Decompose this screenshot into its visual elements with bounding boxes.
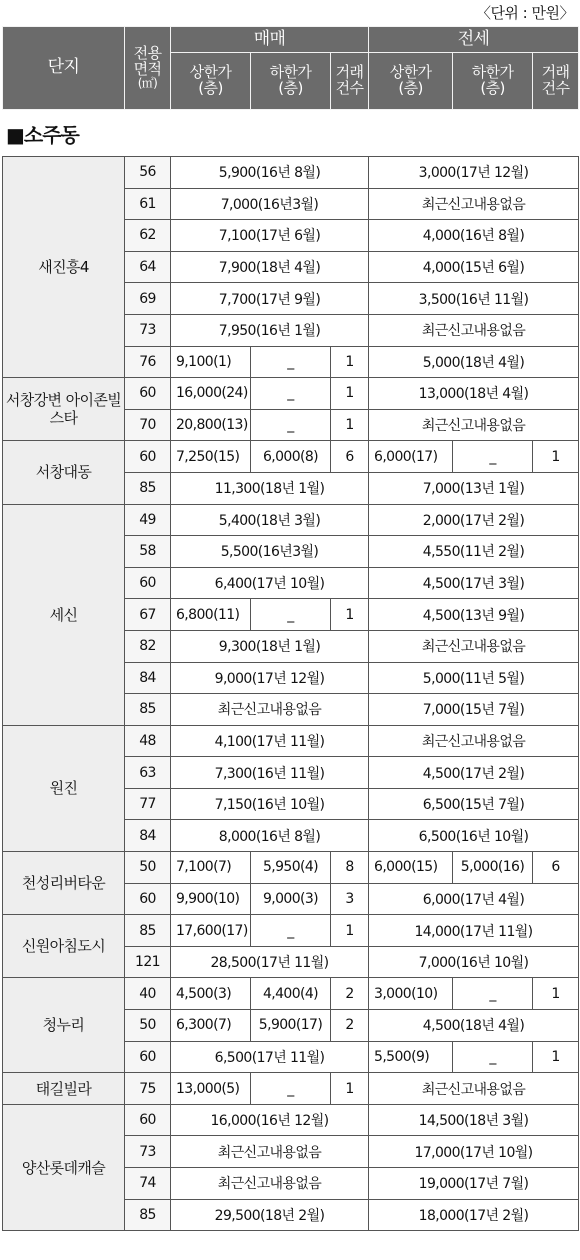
sale-latest-cell: 최근신고내용없음 — [171, 1136, 369, 1168]
sale-lower-cell: _ — [251, 599, 331, 631]
sale-latest-cell: 4,100(17년 11월) — [171, 725, 369, 757]
area-cell: 67 — [125, 599, 171, 631]
area-cell: 58 — [125, 536, 171, 568]
sale-latest-cell: 7,700(17년 9월) — [171, 283, 369, 315]
sale-upper-cell: 7,100(7) — [171, 852, 251, 884]
complex-name: 청누리 — [3, 978, 125, 1073]
sale-latest-cell: 7,000(16년3월) — [171, 188, 369, 220]
header-sale-lower: 하한가 (층) — [251, 53, 331, 110]
complex-name: 새진흥4 — [3, 157, 125, 378]
area-cell: 60 — [125, 1041, 171, 1073]
table-row — [3, 852, 579, 884]
sale-latest-cell: 8,000(16년 8월) — [171, 820, 369, 852]
price-table — [2, 156, 579, 1231]
rent-latest-cell: 4,500(18년 4월) — [369, 1010, 579, 1042]
area-cell: 82 — [125, 630, 171, 662]
area-cell: 48 — [125, 725, 171, 757]
area-cell: 74 — [125, 1168, 171, 1200]
area-cell: 49 — [125, 504, 171, 536]
header-rent-upper: 상한가 (층) — [369, 53, 453, 110]
area-cell: 40 — [125, 978, 171, 1010]
rent-latest-cell: 최근신고내용없음 — [369, 188, 579, 220]
sale-lower-cell: _ — [251, 409, 331, 441]
rent-lower-cell: _ — [453, 978, 533, 1010]
rent-latest-cell: 4,500(13년 9월) — [369, 599, 579, 631]
sale-latest-cell: 6,400(17년 10월) — [171, 567, 369, 599]
sale-latest-cell: 6,500(17년 11월) — [171, 1041, 369, 1073]
area-cell: 75 — [125, 1073, 171, 1105]
sale-latest-cell: 7,100(17년 6월) — [171, 220, 369, 252]
header-complex: 단지 — [3, 27, 125, 110]
area-cell: 69 — [125, 283, 171, 315]
sale-latest-cell: 28,500(17년 11월) — [171, 946, 369, 978]
area-cell: 50 — [125, 1010, 171, 1042]
complex-name: 서창강변 아이존빌스타 — [3, 378, 125, 441]
sale-latest-cell: 11,300(18년 1월) — [171, 472, 369, 504]
sale-count-cell: 1 — [331, 378, 369, 410]
sale-count-cell: 1 — [331, 915, 369, 947]
area-cell: 60 — [125, 883, 171, 915]
area-cell: 85 — [125, 1199, 171, 1231]
area-cell: 76 — [125, 346, 171, 378]
rent-latest-cell: 4,500(17년 3월) — [369, 567, 579, 599]
sale-count-cell: 1 — [331, 409, 369, 441]
area-cell: 60 — [125, 441, 171, 473]
rent-latest-cell: 6,500(15년 7월) — [369, 788, 579, 820]
rent-upper-cell: 5,500(9) — [369, 1041, 453, 1073]
sale-lower-cell: 5,900(17) — [251, 1010, 331, 1042]
header-area: 전용 면적 (㎡) — [125, 27, 171, 110]
complex-name: 신원아침도시 — [3, 915, 125, 978]
rent-latest-cell: 3,000(17년 12월) — [369, 157, 579, 189]
sale-count-cell: 3 — [331, 883, 369, 915]
table-row — [3, 504, 579, 536]
sale-upper-cell: 17,600(17) — [171, 915, 251, 947]
complex-name: 세신 — [3, 504, 125, 725]
rent-upper-cell: 6,000(17) — [369, 441, 453, 473]
sale-count-cell: 1 — [331, 599, 369, 631]
table-row — [3, 157, 579, 189]
sale-latest-cell: 7,300(16년 11월) — [171, 757, 369, 789]
sale-latest-cell: 9,300(18년 1월) — [171, 630, 369, 662]
rent-count-cell: 1 — [533, 978, 579, 1010]
header-sale-count: 거래 건수 — [331, 53, 369, 110]
table-row — [3, 1073, 579, 1105]
sale-count-cell: 8 — [331, 852, 369, 884]
area-cell: 70 — [125, 409, 171, 441]
complex-name: 태길빌라 — [3, 1073, 125, 1105]
rent-latest-cell: 6,500(16년 10월) — [369, 820, 579, 852]
sale-count-cell: 6 — [331, 441, 369, 473]
sale-upper-cell: 6,300(7) — [171, 1010, 251, 1042]
sale-upper-cell: 20,800(13) — [171, 409, 251, 441]
sale-lower-cell: 4,400(4) — [251, 978, 331, 1010]
rent-latest-cell: 3,500(16년 11월) — [369, 283, 579, 315]
rent-latest-cell: 13,000(18년 4월) — [369, 378, 579, 410]
rent-latest-cell: 19,000(17년 7월) — [369, 1168, 579, 1200]
table-row — [3, 978, 579, 1010]
sale-upper-cell: 13,000(5) — [171, 1073, 251, 1105]
area-cell: 56 — [125, 157, 171, 189]
rent-latest-cell: 4,000(16년 8월) — [369, 220, 579, 252]
sale-latest-cell: 5,400(18년 3월) — [171, 504, 369, 536]
area-cell: 60 — [125, 378, 171, 410]
complex-name: 서창대동 — [3, 441, 125, 504]
rent-latest-cell: 최근신고내용없음 — [369, 1073, 579, 1105]
rent-count-cell: 1 — [533, 441, 579, 473]
header-rent-count: 거래 건수 — [533, 53, 579, 110]
sale-lower-cell: _ — [251, 378, 331, 410]
area-cell: 64 — [125, 251, 171, 283]
area-cell: 77 — [125, 788, 171, 820]
area-cell: 61 — [125, 188, 171, 220]
sale-lower-cell: _ — [251, 915, 331, 947]
rent-latest-cell: 7,000(16년 10월) — [369, 946, 579, 978]
complex-name: 양산롯데캐슬 — [3, 1104, 125, 1230]
area-cell: 62 — [125, 220, 171, 252]
rent-latest-cell: 5,000(18년 4월) — [369, 346, 579, 378]
complex-name: 원진 — [3, 725, 125, 851]
sale-lower-cell: 5,950(4) — [251, 852, 331, 884]
sale-latest-cell: 7,900(18년 4월) — [171, 251, 369, 283]
rent-latest-cell: 최근신고내용없음 — [369, 725, 579, 757]
sale-latest-cell: 7,150(16년 10월) — [171, 788, 369, 820]
sale-upper-cell: 4,500(3) — [171, 978, 251, 1010]
sale-count-cell: 2 — [331, 978, 369, 1010]
sale-upper-cell: 9,900(10) — [171, 883, 251, 915]
sale-latest-cell: 5,500(16년3월) — [171, 536, 369, 568]
sale-latest-cell: 16,000(16년 12월) — [171, 1104, 369, 1136]
sale-lower-cell: _ — [251, 1073, 331, 1105]
sale-upper-cell: 7,250(15) — [171, 441, 251, 473]
rent-latest-cell: 4,000(15년 6월) — [369, 251, 579, 283]
sale-lower-cell: 9,000(3) — [251, 883, 331, 915]
rent-latest-cell: 4,500(17년 2월) — [369, 757, 579, 789]
rent-latest-cell: 5,000(11년 5월) — [369, 662, 579, 694]
rent-latest-cell: 최근신고내용없음 — [369, 630, 579, 662]
rent-latest-cell: 2,000(17년 2월) — [369, 504, 579, 536]
header-sale: 매매 — [171, 27, 369, 53]
sale-latest-cell: 최근신고내용없음 — [171, 1168, 369, 1200]
rent-latest-cell: 14,500(18년 3월) — [369, 1104, 579, 1136]
area-cell: 85 — [125, 472, 171, 504]
area-cell: 84 — [125, 662, 171, 694]
sale-count-cell: 1 — [331, 346, 369, 378]
area-cell: 60 — [125, 1104, 171, 1136]
rent-lower-cell: _ — [453, 441, 533, 473]
area-cell: 85 — [125, 915, 171, 947]
unit-note: 〈단위 : 만원〉 — [475, 4, 574, 22]
rent-lower-cell: 5,000(16) — [453, 852, 533, 884]
table-row — [3, 1104, 579, 1136]
rent-latest-cell: 14,000(17년 11월) — [369, 915, 579, 947]
rent-upper-cell: 3,000(10) — [369, 978, 453, 1010]
rent-upper-cell: 6,000(15) — [369, 852, 453, 884]
table-row — [3, 915, 579, 947]
sale-upper-cell: 9,100(1) — [171, 346, 251, 378]
rent-lower-cell: _ — [453, 1041, 533, 1073]
rent-latest-cell: 7,000(15년 7월) — [369, 694, 579, 726]
sale-latest-cell: 29,500(18년 2월) — [171, 1199, 369, 1231]
sale-latest-cell: 9,000(17년 12월) — [171, 662, 369, 694]
area-cell: 60 — [125, 567, 171, 599]
header-rent-lower: 하한가 (층) — [453, 53, 533, 110]
sale-upper-cell: 16,000(24) — [171, 378, 251, 410]
complex-name: 천성리버타운 — [3, 852, 125, 915]
rent-latest-cell: 18,000(17년 2월) — [369, 1199, 579, 1231]
table-row — [3, 725, 579, 757]
rent-latest-cell: 17,000(17년 10월) — [369, 1136, 579, 1168]
sale-lower-cell: _ — [251, 346, 331, 378]
sale-latest-cell: 5,900(16년 8월) — [171, 157, 369, 189]
area-cell: 73 — [125, 1136, 171, 1168]
rent-latest-cell: 4,550(11년 2월) — [369, 536, 579, 568]
sale-latest-cell: 7,950(16년 1월) — [171, 314, 369, 346]
area-cell: 63 — [125, 757, 171, 789]
table-row — [3, 441, 579, 473]
sale-count-cell: 1 — [331, 1073, 369, 1105]
rent-latest-cell: 7,000(13년 1월) — [369, 472, 579, 504]
rent-latest-cell: 최근신고내용없음 — [369, 409, 579, 441]
rent-latest-cell: 최근신고내용없음 — [369, 314, 579, 346]
area-cell: 50 — [125, 852, 171, 884]
section-title: ■소주동 — [6, 123, 79, 147]
rent-count-cell: 1 — [533, 1041, 579, 1073]
sale-count-cell: 2 — [331, 1010, 369, 1042]
header-sale-upper: 상한가 (층) — [171, 53, 251, 110]
area-cell: 85 — [125, 694, 171, 726]
area-cell: 84 — [125, 820, 171, 852]
table-row — [3, 378, 579, 410]
header-rent: 전세 — [369, 27, 579, 53]
table-header — [2, 26, 579, 110]
rent-count-cell: 6 — [533, 852, 579, 884]
sale-upper-cell: 6,800(11) — [171, 599, 251, 631]
rent-latest-cell: 6,000(17년 4월) — [369, 883, 579, 915]
area-cell: 73 — [125, 314, 171, 346]
area-cell: 121 — [125, 946, 171, 978]
sale-latest-cell: 최근신고내용없음 — [171, 694, 369, 726]
sale-lower-cell: 6,000(8) — [251, 441, 331, 473]
